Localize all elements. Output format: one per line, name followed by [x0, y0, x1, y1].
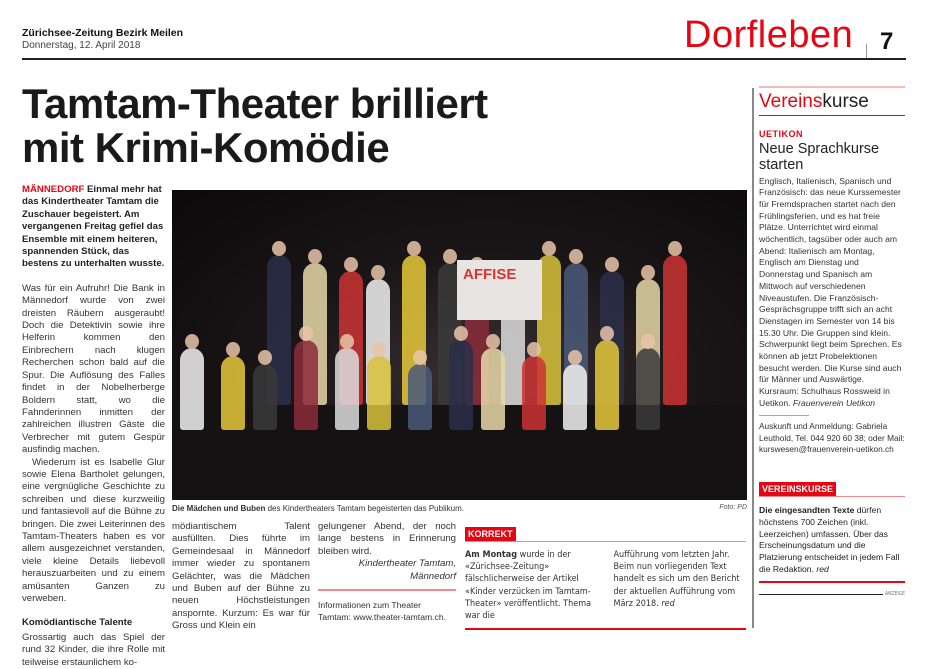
correction-box — [465, 527, 746, 630]
article-column-3 — [318, 521, 456, 623]
paragraph: gelungener Abend, der noch lange bestens in Erinnerung bleiben wird. — [318, 521, 456, 557]
header-rule — [22, 58, 906, 60]
stage-sign: AFFISE — [457, 260, 542, 320]
sidebar-headline: Neue Sprachkurse starten — [759, 140, 880, 173]
correction-bold: Am Montag — [465, 550, 518, 560]
figure-head — [527, 342, 541, 357]
photo-figure — [563, 364, 587, 430]
figure-head — [641, 334, 655, 349]
divider — [318, 589, 456, 591]
figure-head — [272, 241, 286, 256]
photo-figure — [180, 348, 204, 430]
figure-head — [413, 350, 427, 365]
correction-text: wurde in der «Zürichsee-Zeitung» fälschlicherweise der Artikel «Kinder verzücken im Tamtam-Theater» veröffentlicht. Thema war die — [465, 550, 592, 622]
ad-label — [759, 591, 905, 597]
sidebar — [759, 86, 905, 597]
photo-figure — [253, 364, 277, 430]
photo-figure — [221, 356, 245, 430]
figure-head — [299, 326, 313, 341]
paragraph: Was für ein Aufruhr! Die Bank in Männedorf wurde von zwei dreisten Räubern ausgeraubt! Doch die Detektivin sowie ihre Helferin kommen den Einbrechern nach klugen Recherchen schon bald auf die Spur. Die Auflösung des Falles findet in der Nobelherberge Boldern statt, wo die Fahnderinnen inmitten der zahlreichen illustren Gäste die Verbrecher mit gutem Gespür ausfindig machen. — [22, 282, 165, 456]
section-title: Dorfleben — [684, 14, 854, 56]
correction-col-1 — [465, 549, 598, 622]
contact-info[interactable]: Auskunft und Anmeldung: Gabriela Leuthold, Tel. 044 920 60 38; oder Mail: kurswesen@frauenverein-uetikon.ch — [759, 421, 905, 455]
paragraph: Grossartig auch das Spiel der rund 32 Kinder, die ihre Rolle mit teilweise erstaunlichem ko- — [22, 631, 165, 668]
figure-head — [569, 249, 583, 264]
article-photo — [172, 190, 747, 500]
figure-head — [185, 334, 199, 349]
text: dürfen höchstens 700 Zeichen (inkl. Leerzeichen) umfassen. Über das Erscheinungsdatum und die Platzierung entscheidet in jedem Fall die Redaktion. — [759, 505, 900, 574]
article-column-2 — [172, 521, 310, 633]
divider — [759, 415, 809, 417]
note-text — [759, 505, 905, 575]
figure-head — [568, 350, 582, 365]
sidebar-text — [759, 176, 905, 410]
photo-figure — [449, 340, 473, 430]
figure-head — [600, 326, 614, 341]
figure-head — [407, 241, 421, 256]
note-bold: Die eingesandten Texte — [759, 505, 855, 516]
divider — [465, 628, 746, 630]
title-line-2: mit Krimi-Komödie — [22, 124, 390, 171]
title-line-1: Tamtam-Theater brilliert — [22, 80, 488, 127]
heading-black: kurse — [822, 90, 869, 112]
signature: Frauenverein Uetikon — [792, 397, 876, 408]
caption-bold: Die Mädchen und Buben — [172, 504, 266, 513]
article-lead — [22, 184, 165, 271]
figure-head — [443, 249, 457, 264]
photo-figure — [481, 348, 505, 430]
correction-text: Aufführung vom letzten Jahr. Beim nun vorliegenden Text handelt es sich um den Bericht der aktuellen Aufführung vom März 2018. — [613, 550, 740, 609]
sidebar-divider — [752, 88, 754, 628]
figure-head — [308, 249, 322, 264]
figure-head — [668, 241, 682, 256]
figure-head — [371, 265, 385, 280]
figure-head — [258, 350, 272, 365]
correction-col-2 — [614, 549, 747, 622]
sidebar-heading — [759, 88, 905, 116]
photo-credit: Foto: PD — [719, 504, 747, 511]
heading-red: Vereins — [759, 90, 823, 112]
issue-date: Donnerstag, 12. April 2018 — [22, 40, 141, 51]
photo-figure — [663, 255, 687, 405]
photo-figures — [172, 190, 747, 500]
vereinskurse-tag: VEREINSKURSE — [759, 482, 836, 496]
photo-caption — [172, 504, 747, 513]
divider — [759, 581, 905, 583]
correction-sign: red — [661, 598, 675, 609]
signature: Kindertheater Tamtam, — [358, 558, 456, 570]
figure-head — [486, 334, 500, 349]
photo-figure — [408, 364, 432, 430]
figure-head — [542, 241, 556, 256]
signature: red — [816, 563, 829, 574]
correction-tag: KORREKT — [465, 527, 516, 541]
publication-name: Zürichsee-Zeitung Bezirk Meilen — [22, 27, 184, 39]
photo-figure — [595, 340, 619, 430]
lead-text: Einmal mehr hat das Kindertheater Tamtam die Zuschauer begeistert. Am vergangenen Freitag gefiel das Ensemble mit einem heiteren, spannenden Stück, das bestens zu unterhalten wusste. — [22, 184, 165, 270]
article-column-1 — [22, 184, 165, 669]
article-title — [22, 82, 542, 170]
paragraph: mödiantischem Talent ausfüllten. Dies führte im Gemeindesaal in Männedorf immer wieder zu spontanem Gelächter, was die Mädchen und Buben auf der Bühne zu neuen Höchstleistungen anspornte. Kurzum: Es war für Gross und Klein ein — [172, 521, 310, 632]
photo-figure — [636, 348, 660, 430]
figure-head — [344, 257, 358, 272]
ad-label-text: ANZEIGE — [884, 591, 905, 598]
dateline: MÄNNEDORF — [22, 184, 85, 195]
figure-head — [641, 265, 655, 280]
figure-head — [372, 342, 386, 357]
figure-head — [454, 326, 468, 341]
info-link[interactable]: Informationen zum Theater Tamtam: www.theater-tamtam.ch. — [318, 600, 446, 623]
paragraph: Wiederum ist es Isabelle Glur sowie Elena Bartholet gelungen, eine vergnügliche Geschichte zu schreiben und diese kurzweilig und fantasievoll auf die Bühne zu bringen. Die zwei Leiterinnen des Tamtam-Theaters haben es vor allem ausgezeichnet verstanden, viele kleine Details liebevoll herauszuarbeiten und zu einem amüsanten Ganzen zu verweben. — [22, 456, 165, 604]
divider — [866, 44, 867, 58]
photo-figure — [522, 356, 546, 430]
photo-figure — [367, 356, 391, 430]
signature: Männedorf — [410, 570, 456, 582]
photo-figure — [294, 340, 318, 430]
text: Englisch, Italienisch, Spanisch und Französisch: das neue Kurssemester für Fremdsprachen startet nach den Frühlingsferien, und es hat freie Plätze. Unterrichtet wird einmal wöchentlich, tagsüber oder auch am Abend: Italienisch am Montag, Englisch am Dienstag und Donnerstag und Spanisch am Mittwoch auf verschiedenen Niveaustufen. Die Französisch-Gesprächsgruppe trifft sich an acht Dienstagen im Semester von 14 bis 15.30 Uhr. Die Gruppen sind klein. Schwerpunkt liegt beim Sprechen. Es können ab jetzt Probelektionen besucht werden. Die Kurse sind auch für Männer und Auswärtige. Kursraum: Schulhaus Rossweid in Uetikon. — [759, 175, 902, 408]
location-label: UETIKON — [759, 128, 803, 139]
page-number: 7 — [880, 28, 894, 55]
figure-head — [605, 257, 619, 272]
figure-head — [226, 342, 240, 357]
subheading: Komödiantische Talente — [22, 617, 133, 629]
photo-figure — [335, 348, 359, 430]
caption-text: des Kindertheaters Tamtam begeisterten das Publikum. — [265, 504, 464, 513]
figure-head — [340, 334, 354, 349]
